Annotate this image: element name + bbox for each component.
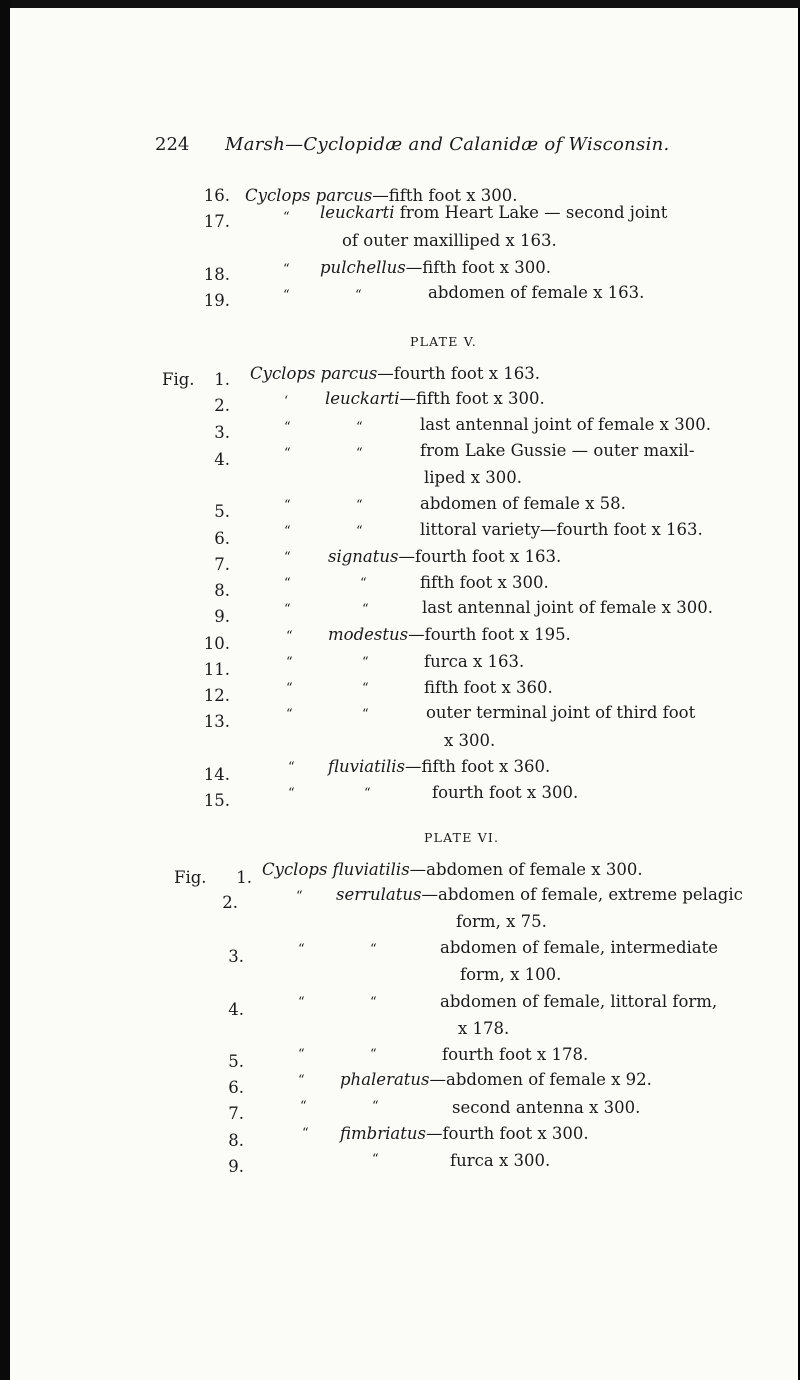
item-continuation: x 300. <box>444 731 496 750</box>
item-text: last antennal joint of female x 300. <box>422 598 713 617</box>
item-number: 9. <box>214 607 230 626</box>
ditto-mark: “ <box>356 498 363 513</box>
item-text: furca x 300. <box>450 1151 551 1170</box>
item-text: modestus—fourth foot x 195. <box>328 625 571 644</box>
item-text: littoral variety—fourth foot x 163. <box>420 520 703 539</box>
item-number: 12. <box>203 686 230 705</box>
item-number: 17. <box>203 212 230 231</box>
item-number: 18. <box>203 265 230 284</box>
fig-label: Fig. <box>162 370 195 389</box>
item-text: furca x 163. <box>424 652 525 671</box>
item-continuation: x 178. <box>458 1019 510 1038</box>
item-number: 19. <box>203 291 230 310</box>
item-text: fifth foot x 300. <box>420 573 549 592</box>
item-text: fimbriatus—fourth foot x 300. <box>340 1124 589 1143</box>
item-number: 7. <box>214 555 230 574</box>
item-continuation: form, x 75. <box>456 912 547 931</box>
item-text: fourth foot x 300. <box>432 783 579 802</box>
item-text: Cyclops fluviatilis—abdomen of female x 300. <box>262 860 643 879</box>
item-number: 2. <box>214 396 230 415</box>
item-text: outer terminal joint of third foot <box>426 703 696 722</box>
ditto-mark: “ <box>362 681 369 696</box>
item-text: phaleratus—abdomen of female x 92. <box>340 1070 652 1089</box>
ditto-mark: “ <box>286 629 293 644</box>
item-number: 2. <box>222 893 238 912</box>
running-title: Marsh—Cyclopidæ and Calanidæ of Wisconsin. <box>225 134 670 155</box>
item-text: signatus—fourth foot x 163. <box>328 547 562 566</box>
ditto-mark: “ <box>284 550 291 565</box>
item-number: 14. <box>203 765 230 784</box>
item-number: 8. <box>214 581 230 600</box>
ditto-mark: “ <box>298 1073 305 1088</box>
ditto-mark: “ <box>372 1099 379 1114</box>
ditto-mark: “ <box>286 681 293 696</box>
plate-title: PLATE V. <box>410 334 477 349</box>
item-text: abdomen of female x 58. <box>420 494 626 513</box>
item-continuation: of outer maxilliped x 163. <box>342 231 557 250</box>
item-text: Cyclops parcus—fourth foot x 163. <box>250 364 540 383</box>
ditto-mark: “ <box>370 1047 377 1062</box>
ditto-mark: “ <box>283 210 290 225</box>
ditto-mark: “ <box>302 1126 309 1141</box>
page-number: 224 <box>155 134 190 155</box>
ditto-mark: “ <box>300 1099 307 1114</box>
ditto-mark: “ <box>298 1047 305 1062</box>
item-number: 3. <box>214 423 230 442</box>
item-number: 4. <box>214 450 230 469</box>
item-number: 10. <box>203 634 230 653</box>
ditto-mark: ‘ <box>284 394 289 409</box>
ditto-mark: “ <box>360 576 367 591</box>
item-text: abdomen of female, littoral form, <box>440 992 718 1011</box>
item-number: 13. <box>203 712 230 731</box>
ditto-mark: “ <box>372 1152 379 1167</box>
item-number: 16. <box>203 186 230 205</box>
item-text: abdomen of female x 163. <box>428 283 645 302</box>
ditto-mark: “ <box>283 288 290 303</box>
ditto-mark: “ <box>362 602 369 617</box>
ditto-mark: “ <box>284 524 291 539</box>
item-number: 9. <box>228 1157 244 1176</box>
item-number: 15. <box>203 791 230 810</box>
item-number: 8. <box>228 1131 244 1150</box>
item-text: leuckarti—fifth foot x 300. <box>325 389 545 408</box>
item-text: fifth foot x 360. <box>424 678 553 697</box>
ditto-mark: “ <box>288 786 295 801</box>
item-continuation: form, x 100. <box>460 965 562 984</box>
item-number: 5. <box>214 502 230 521</box>
ditto-mark: “ <box>284 446 291 461</box>
item-number: 3. <box>228 947 244 966</box>
ditto-mark: “ <box>284 602 291 617</box>
item-number: 5. <box>228 1052 244 1071</box>
item-text: fluviatilis—fifth foot x 360. <box>328 757 551 776</box>
ditto-mark: “ <box>370 942 377 957</box>
item-number: 1. <box>236 868 252 887</box>
item-number: 7. <box>228 1104 244 1123</box>
item-text: fourth foot x 178. <box>442 1045 589 1064</box>
plate-title: PLATE VI. <box>424 830 500 845</box>
ditto-mark: “ <box>298 995 305 1010</box>
ditto-mark: “ <box>370 995 377 1010</box>
ditto-mark: “ <box>362 655 369 670</box>
item-text: leuckarti from Heart Lake — second joint <box>320 203 668 222</box>
item-text: serrulatus—abdomen of female, extreme pelagic <box>336 885 743 904</box>
item-number: 1. <box>214 370 230 389</box>
ditto-mark: “ <box>296 889 303 904</box>
ditto-mark: “ <box>298 942 305 957</box>
scan-top-edge <box>0 0 800 8</box>
item-text: last antennal joint of female x 300. <box>420 415 711 434</box>
ditto-mark: “ <box>356 446 363 461</box>
ditto-mark: “ <box>356 524 363 539</box>
item-continuation: liped x 300. <box>424 468 522 487</box>
ditto-mark: “ <box>286 707 293 722</box>
item-number: 6. <box>214 529 230 548</box>
ditto-mark: “ <box>284 576 291 591</box>
item-text: pulchellus—fifth foot x 300. <box>320 258 552 277</box>
ditto-mark: “ <box>288 760 295 775</box>
scan-left-edge <box>0 0 10 1380</box>
ditto-mark: “ <box>355 288 362 303</box>
ditto-mark: “ <box>286 655 293 670</box>
ditto-mark: “ <box>356 420 363 435</box>
page-header <box>155 134 670 155</box>
item-text: abdomen of female, intermediate <box>440 938 719 957</box>
ditto-mark: “ <box>362 707 369 722</box>
ditto-mark: “ <box>284 498 291 513</box>
item-text: Cyclops parcus—fifth foot x 300. <box>245 186 518 205</box>
item-number: 4. <box>228 1000 244 1019</box>
ditto-mark: “ <box>283 262 290 277</box>
ditto-mark: “ <box>284 420 291 435</box>
item-number: 6. <box>228 1078 244 1097</box>
ditto-mark: “ <box>364 786 371 801</box>
item-number: 11. <box>203 660 230 679</box>
fig-label: Fig. <box>174 868 207 887</box>
item-text: second antenna x 300. <box>452 1098 641 1117</box>
item-text: from Lake Gussie — outer maxil- <box>420 441 695 460</box>
